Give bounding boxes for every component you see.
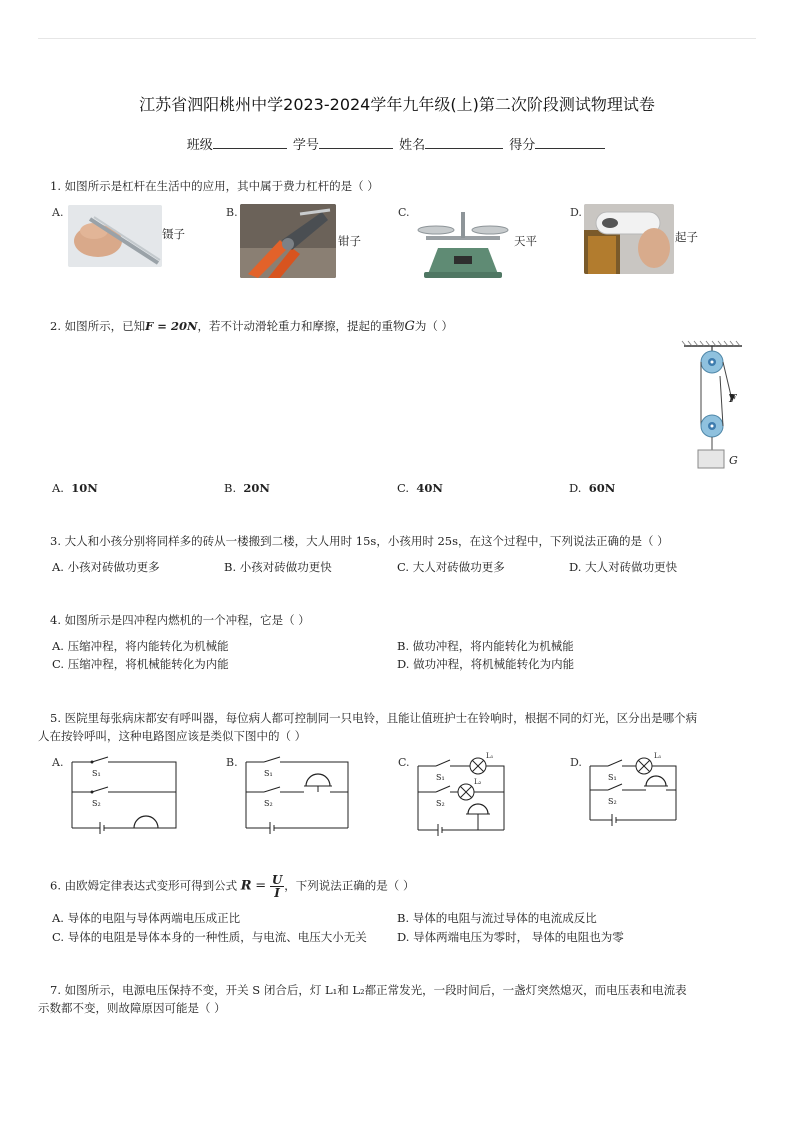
q2-option-d-label: D. bbox=[569, 481, 582, 495]
q2-option-a[interactable] bbox=[52, 480, 98, 496]
q6-formula-fraction bbox=[270, 874, 284, 899]
q2-option-c[interactable] bbox=[397, 480, 443, 496]
q5-c-lamp-2: L₂ bbox=[474, 778, 482, 786]
q6-stem-part-1: 6. 由欧姆定律表达式变形可得到公式 bbox=[50, 878, 238, 893]
q3-option-a[interactable]: A. 小孩对砖做功更多 bbox=[52, 560, 160, 574]
q3-option-c[interactable]: C. 大人对砖做功更多 bbox=[397, 560, 505, 574]
q6-option-a[interactable]: A. 导体的电阻与导体两端电压成正比 bbox=[52, 911, 241, 925]
question-2-stem bbox=[50, 316, 453, 337]
question-6-stem bbox=[50, 874, 414, 899]
q5-circuit-c bbox=[410, 750, 530, 838]
q2-option-c-label: C. bbox=[397, 481, 410, 495]
q2-option-b-label: B. bbox=[224, 481, 237, 495]
question-5-stem-line-2: 人在按铃呼叫，这种电路图应该是类似下图中的（ ） bbox=[38, 729, 307, 743]
pulley-weight-label: G bbox=[729, 454, 738, 467]
q4-option-c[interactable]: C. 压缩冲程，将机械能转化为内能 bbox=[52, 657, 229, 671]
q6-option-b[interactable]: B. 导体的电阻与流过导体的电流成反比 bbox=[397, 911, 597, 925]
class-label: 班级 bbox=[186, 138, 213, 153]
q1-option-b-caption: 钳子 bbox=[338, 234, 361, 248]
question-4-stem: 4. 如图所示是四冲程内燃机的一个冲程，它是（ ） bbox=[50, 613, 310, 627]
q6-option-d[interactable]: D. 导体两端电压为零时， 导体的电阻也为零 bbox=[397, 930, 624, 944]
question-7-stem-line-2: 示数都不变，则故障原因可能是（ ） bbox=[38, 1001, 226, 1015]
q2-option-d-value: 60N bbox=[588, 481, 616, 495]
q5-option-b-label[interactable]: B. bbox=[226, 756, 238, 769]
score-blank[interactable] bbox=[535, 136, 605, 149]
score-label: 得分 bbox=[509, 138, 536, 153]
pulley-force-label: F bbox=[729, 392, 737, 405]
question-5-stem-line-1: 5. 医院里每张病床都安有呼叫器，每位病人都可控制同一只电铃，且能让值班护士在铃响时，根据不同的灯光，区分出是哪个病 bbox=[50, 711, 698, 725]
q2-option-c-value: 40N bbox=[416, 481, 443, 495]
q2-stem-part-2: ，若不计动滑轮重力和摩擦，提起的重物 bbox=[197, 319, 405, 333]
q5-c-switch-1: S₁ bbox=[436, 773, 445, 782]
page-title: 江苏省泗阳桃州中学2023-2024学年九年级(上)第二次阶段测试物理试卷 bbox=[139, 95, 655, 114]
q4-option-d[interactable]: D. 做功冲程，将机械能转化为内能 bbox=[397, 657, 575, 671]
q2-stem-part-1: 2. 如图所示，已知 bbox=[50, 319, 146, 333]
q2-stem-part-3: 为（ ） bbox=[414, 319, 454, 333]
q5-a-switch-2: S₂ bbox=[92, 799, 101, 808]
q6-option-c[interactable]: C. 导体的电阻是导体本身的一种性质，与电流、电压大小无关 bbox=[52, 930, 367, 944]
q5-d-switch-1: S₁ bbox=[608, 773, 617, 782]
name-blank[interactable] bbox=[425, 136, 503, 149]
student-id-label: 学号 bbox=[292, 138, 319, 153]
q6-formula-denominator: I bbox=[274, 886, 280, 900]
pulley-diagram bbox=[680, 340, 750, 474]
balance-scale-image bbox=[414, 208, 512, 280]
q5-option-d-label[interactable]: D. bbox=[570, 756, 582, 769]
student-info-fields bbox=[0, 134, 794, 153]
q5-d-switch-2: S₂ bbox=[608, 797, 617, 806]
q5-d-lamp-1: L₁ bbox=[654, 752, 662, 760]
q1-option-a-caption: 镊子 bbox=[162, 227, 185, 241]
q5-circuit-a bbox=[64, 756, 184, 836]
q5-c-lamp-1: L₁ bbox=[486, 752, 494, 760]
tweezers-image bbox=[68, 205, 162, 267]
pliers-image bbox=[240, 204, 336, 278]
q6-formula-r: R bbox=[240, 878, 252, 894]
q6-formula-equals: = bbox=[255, 878, 267, 894]
q1-option-d-label[interactable]: D. bbox=[570, 206, 582, 219]
q2-weight-variable: G bbox=[404, 319, 415, 334]
name-label: 姓名 bbox=[399, 138, 426, 153]
q2-option-a-value: 10N bbox=[71, 481, 98, 495]
q5-option-a-label[interactable]: A. bbox=[52, 756, 64, 769]
q2-option-b-value: 20N bbox=[243, 481, 270, 495]
q6-formula-numerator: U bbox=[271, 873, 283, 887]
q2-option-d[interactable] bbox=[569, 480, 615, 496]
question-7-stem-line-1: 7. 如图所示，电源电压保持不变，开关 S 闭合后，灯 L₁和 L₂都正常发光，一段时间后，一盏灯突然熄灭，而电压表和电流表 bbox=[50, 983, 687, 997]
q3-option-b[interactable]: B. 小孩对砖做功更快 bbox=[224, 560, 332, 574]
bottle-opener-image bbox=[584, 204, 674, 274]
question-3-stem: 3. 大人和小孩分别将同样多的砖从一楼搬到二楼，大人用时 15s，小孩用时 25s，在这个过程中，下列说法正确的是（ ） bbox=[50, 534, 669, 548]
q5-b-switch-2: S₂ bbox=[264, 799, 273, 808]
class-blank[interactable] bbox=[213, 136, 287, 149]
q4-option-b[interactable]: B. 做功冲程，将内能转化为机械能 bbox=[397, 639, 574, 653]
student-id-blank[interactable] bbox=[319, 136, 393, 149]
q5-c-switch-2: S₂ bbox=[436, 799, 445, 808]
q4-option-a[interactable]: A. 压缩冲程，将内能转化为机械能 bbox=[52, 639, 229, 653]
q2-option-a-label: A. bbox=[52, 481, 64, 495]
q6-stem-part-2: ，下列说法正确的是（ ） bbox=[284, 878, 415, 893]
q3-option-d[interactable]: D. 大人对砖做功更快 bbox=[569, 560, 678, 574]
q2-given-force: F = 20N bbox=[145, 319, 198, 333]
q5-circuit-d bbox=[582, 750, 702, 838]
question-1-stem: 1. 如图所示是杠杆在生活中的应用，其中属于费力杠杆的是（ ） bbox=[50, 179, 379, 193]
q2-option-b[interactable] bbox=[224, 480, 270, 496]
q5-option-c-label[interactable]: C. bbox=[398, 756, 410, 769]
q5-circuit-b bbox=[238, 756, 358, 836]
q1-option-c-label[interactable]: C. bbox=[398, 206, 410, 219]
q1-option-b-label[interactable]: B. bbox=[226, 206, 238, 219]
q5-a-switch-1: S₁ bbox=[92, 769, 101, 778]
top-divider bbox=[38, 38, 756, 39]
q5-b-switch-1: S₁ bbox=[264, 769, 273, 778]
q1-option-a-label[interactable]: A. bbox=[52, 206, 64, 219]
q1-option-d-caption: 起子 bbox=[675, 230, 698, 244]
q1-option-c-caption: 天平 bbox=[514, 234, 537, 248]
